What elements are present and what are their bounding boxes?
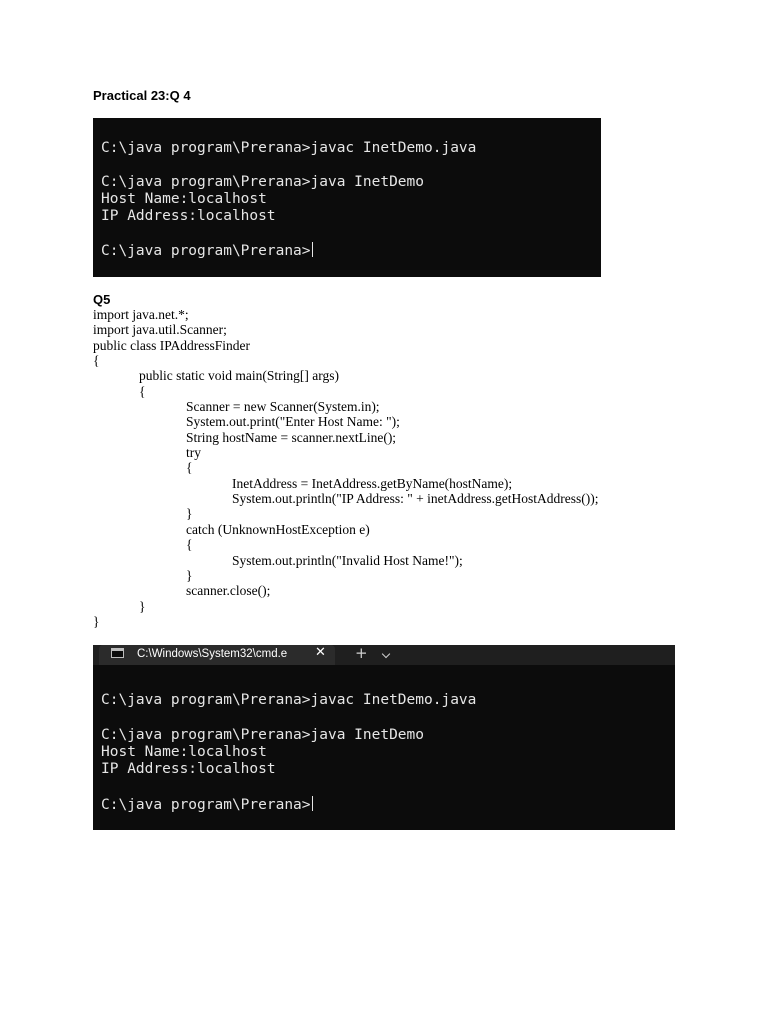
code-line: public static void main(String[] args) bbox=[139, 368, 339, 383]
code-line: } bbox=[186, 506, 193, 521]
terminal-line-run: C:\java program\Prerana>java InetDemo bbox=[101, 174, 425, 190]
code-line: } bbox=[93, 614, 100, 629]
code-line: System.out.print("Enter Host Name: "); bbox=[186, 414, 400, 429]
code-line: try bbox=[186, 445, 201, 460]
terminal-prompt: C:\java program\Prerana> bbox=[101, 797, 311, 813]
terminal-prompt: C:\java program\Prerana> bbox=[101, 243, 311, 259]
terminal-tab-bar bbox=[93, 645, 675, 665]
cmd-icon bbox=[111, 648, 124, 658]
code-line: public class IPAddressFinder bbox=[93, 338, 250, 353]
close-icon[interactable]: ✕ bbox=[315, 645, 326, 660]
code-line: } bbox=[139, 599, 146, 614]
code-line: Scanner = new Scanner(System.in); bbox=[186, 399, 380, 414]
terminal-window-2 bbox=[93, 645, 675, 830]
terminal-prompt-line bbox=[101, 796, 313, 814]
terminal-line-host: Host Name:localhost bbox=[101, 191, 267, 207]
practical-heading: Practical 23:Q 4 bbox=[93, 88, 191, 103]
terminal-line-compile: C:\java program\Prerana>javac InetDemo.java bbox=[101, 140, 477, 156]
terminal-line-compile: C:\java program\Prerana>javac InetDemo.java bbox=[101, 692, 477, 708]
chevron-down-icon[interactable] bbox=[382, 650, 390, 658]
terminal-line-ip: IP Address:localhost bbox=[101, 208, 276, 224]
code-line: System.out.println("Invalid Host Name!"); bbox=[232, 553, 463, 568]
code-line: import java.util.Scanner; bbox=[93, 322, 227, 337]
terminal-prompt-line bbox=[101, 242, 313, 260]
text-cursor bbox=[312, 242, 313, 257]
terminal-line-ip: IP Address:localhost bbox=[101, 761, 276, 777]
terminal-line-host: Host Name:localhost bbox=[101, 744, 267, 760]
code-line: System.out.println("IP Address: " + inetAddress.getHostAddress()); bbox=[232, 491, 599, 506]
code-line: import java.net.*; bbox=[93, 307, 189, 322]
code-line: { bbox=[93, 353, 100, 368]
q5-heading: Q5 bbox=[93, 292, 111, 307]
code-line: scanner.close(); bbox=[186, 583, 271, 598]
text-cursor bbox=[312, 796, 313, 811]
code-line: catch (UnknownHostException e) bbox=[186, 522, 370, 537]
terminal-line-run: C:\java program\Prerana>java InetDemo bbox=[101, 727, 425, 743]
code-line: String hostName = scanner.nextLine(); bbox=[186, 430, 397, 445]
code-line: } bbox=[186, 568, 193, 583]
code-line: { bbox=[186, 460, 193, 475]
terminal-tab[interactable] bbox=[99, 645, 335, 665]
terminal-output-1 bbox=[93, 118, 601, 277]
new-tab-button[interactable]: + bbox=[355, 644, 368, 662]
tab-title: C:\Windows\System32\cmd.e bbox=[137, 648, 288, 660]
code-line: InetAddress = InetAddress.getByName(hostName); bbox=[232, 476, 513, 491]
code-line: { bbox=[186, 537, 193, 552]
code-line: { bbox=[139, 384, 146, 399]
